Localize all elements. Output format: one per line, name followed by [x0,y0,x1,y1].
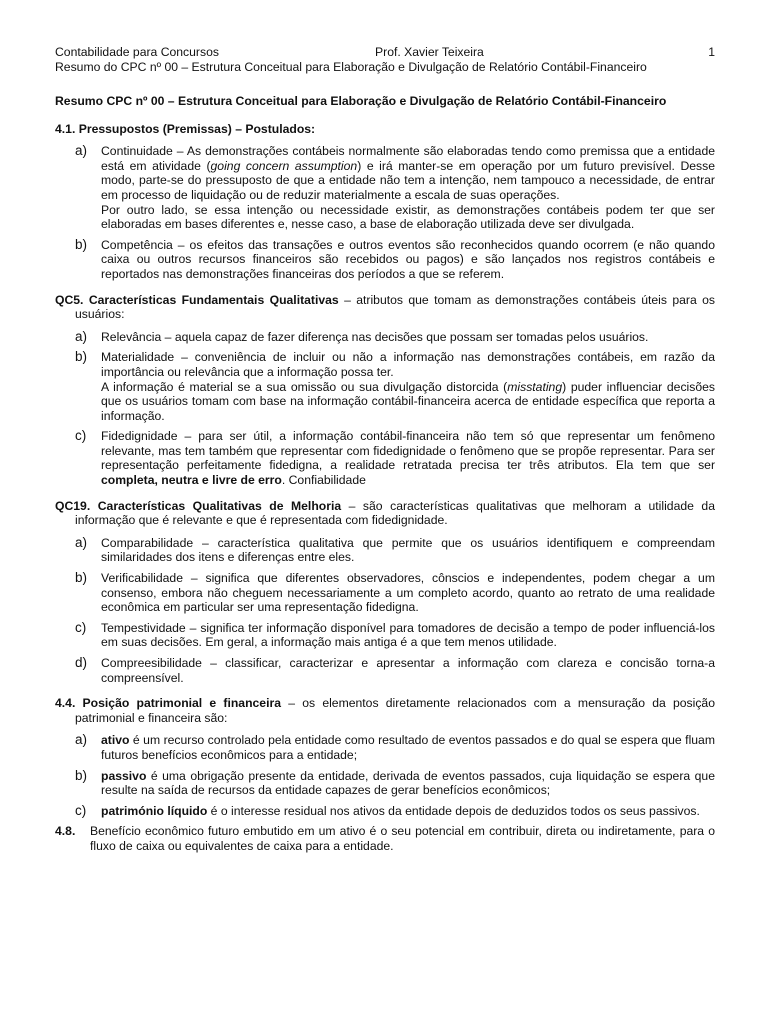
item-text: Materialidade – conveniência de incluir ou não a informação nas demonstrações contábeis, em razão da importância ou relevância que a informação possa ter. [101,350,715,379]
heading-bold: 4.4. Posição patrimonial e financeira [55,696,281,711]
item-term: passivo [101,768,147,783]
item-text: Verificabilidade – significa que diferentes observadores, cônscios e independentes, podem chegar a um consenso, embora não cheguem necessariamente a um completo acordo, quanto ao retrato de uma realidade econômica em particular ser uma representação fidedigna. [101,571,715,615]
section-qc19-heading [55,499,715,528]
item-text: Relevância – aquela capaz de fazer diferença nas decisões que possam ser tomadas pelos usuários. [101,329,649,344]
list-marker: c) [75,619,87,635]
list-marker: a) [75,328,88,344]
item-text: Competência – os efeitos das transações e outros eventos são reconhecidos quando ocorrem (e não quando caixa ou outros recursos financeiros são recebidos ou pagos) e são lançados nos registros contábeis e reportados nas demonstrações financeiras dos períodos a que se referem. [101,237,715,281]
item-text: é o interesse residual nos ativos da entidade depois de deduzidos todos os seus passivos. [207,803,700,818]
list-marker: a) [75,732,88,748]
list-item [55,350,715,423]
heading-text: – atributos que tomam as demonstrações contábeis úteis para os usuários: [75,292,715,322]
item-text: é uma obrigação presente da entidade, derivada de eventos passados, cuja liquidação se espera que resulte na saída de recursos da entidade capazes de gerar benefícios econômicos; [101,768,715,798]
item-text: Por outro lado, se essa intenção ou necessidade existir, as demonstrações contábeis podem ter que ser elaboradas em bases diferentes e, nesse caso, a base de elaboração utilizada deve ser divulgada. [101,202,715,232]
item-text: Continuidade – As demonstrações contábeis normalmente são elaboradas tendo como premissa que a entidade está em atividade ( [101,144,715,173]
section-qc5-heading [55,293,715,322]
list-item [55,571,715,615]
page-header [55,45,715,75]
section-4-8 [55,824,715,853]
item-text: Compreesibilidade – classificar, caracterizar e apresentar a informação com clareza e concisão torna-a compreensível. [101,656,715,685]
item-text: Tempestividade – significa ter informação disponível para tomadores de decisão a tempo de poder influenciá-los em suas decisões. Em geral, a informação mais antiga é a que tem menos utilidade. [101,620,715,650]
header-page-number: 1 [708,45,715,59]
item-italic: misstating [507,379,563,394]
item-term: património líquido [101,803,208,818]
item-text: A informação é material se a sua omissão ou sua divulgação distorcida ( [101,379,508,394]
list-item [55,621,715,650]
heading-text: – são características qualitativas que melhoram a utilidade da informação que é relevante e que é representada com fidedignidade. [75,498,715,528]
list-marker: b) [75,349,88,365]
list-marker: b) [75,236,88,252]
list-marker: b) [75,570,88,586]
list-marker: a) [75,534,88,550]
header-author: Prof. Xavier Teixeira [375,45,484,59]
list-item [55,238,715,282]
section-4-1-heading: 4.1. Pressupostos (Premissas) – Postulados: [55,121,316,136]
heading-bold: QC5. Características Fundamentais Qualitativas [55,292,339,307]
item-text: ) e irá manter-se em operação por um futuro previsível. Desse modo, parte-se do pressuposto de que a entidade não tem a intenção, nem tampouco a necessidade, de entrar em processo de liquidação ou de reduzir materialmente a escala de suas operações. [101,158,715,202]
list-marker: a) [75,143,88,159]
section-4-4-heading [55,696,715,725]
list-item [55,804,715,819]
item-text: ) puder influenciar decisões que os usuários tomam com base na informação contábil-financeira acerca de entidade específica que reporta a informação. [101,379,715,423]
list-item [55,733,715,762]
list-item [55,330,715,345]
header-course: Contabilidade para Concursos [55,45,219,59]
list-item [55,429,715,487]
item-bold: completa, neutra e livre de erro [101,473,282,488]
item-italic: going concern assumption [210,158,358,173]
list-item [55,656,715,685]
item-term: ativo [101,733,130,748]
item-text: Fidedignidade – para ser útil, a informação contábil-financeira não tem só que representar um fenômeno relevante, mas tem também que representar com fidedignidade o fenômeno que se propõe representar. Para ser representação perfeitamente fidedigna, a realidade retratada precisa ter três atributos. Ela tem que ser [101,429,715,473]
header-subtitle: Resumo do CPC nº 00 – Estrutura Conceitual para Elaboração e Divulgação de Relatório Contábil-Financeiro [55,60,647,74]
list-marker: d) [75,655,88,670]
heading-text: – os elementos diretamente relacionados com a mensuração da posição patrimonial e financeira são: [75,696,715,725]
list-item [55,769,715,798]
document-body [55,94,715,854]
list-marker: c) [75,428,87,444]
item-text: é um recurso controlado pela entidade como resultado de eventos passados e do qual se espera que fluam futuros benefícios econômicos para a entidade; [101,733,715,762]
document-title: Resumo CPC nº 00 – Estrutura Conceitual para Elaboração e Divulgação de Relatório Contábil-Financeiro [55,94,667,108]
section-text: Benefício econômico futuro embutido em um ativo é o seu potencial em contribuir, direta ou indiretamente, para o fluxo de caixa ou equivalentes de caixa para a entidade. [90,824,715,853]
list-item [55,144,715,232]
list-marker: c) [75,802,87,818]
heading-bold: QC19. Características Qualitativas de Melhoria [55,498,342,513]
list-item [55,536,715,565]
item-text: Comparabilidade – característica qualitativa que permite que os usuários identifiquem e compreendam similaridades dos itens e diferenças entre eles. [101,535,715,565]
item-text: . Confiabilidade [281,473,366,488]
section-number: 4.8. [55,824,76,839]
list-marker: b) [75,767,88,783]
